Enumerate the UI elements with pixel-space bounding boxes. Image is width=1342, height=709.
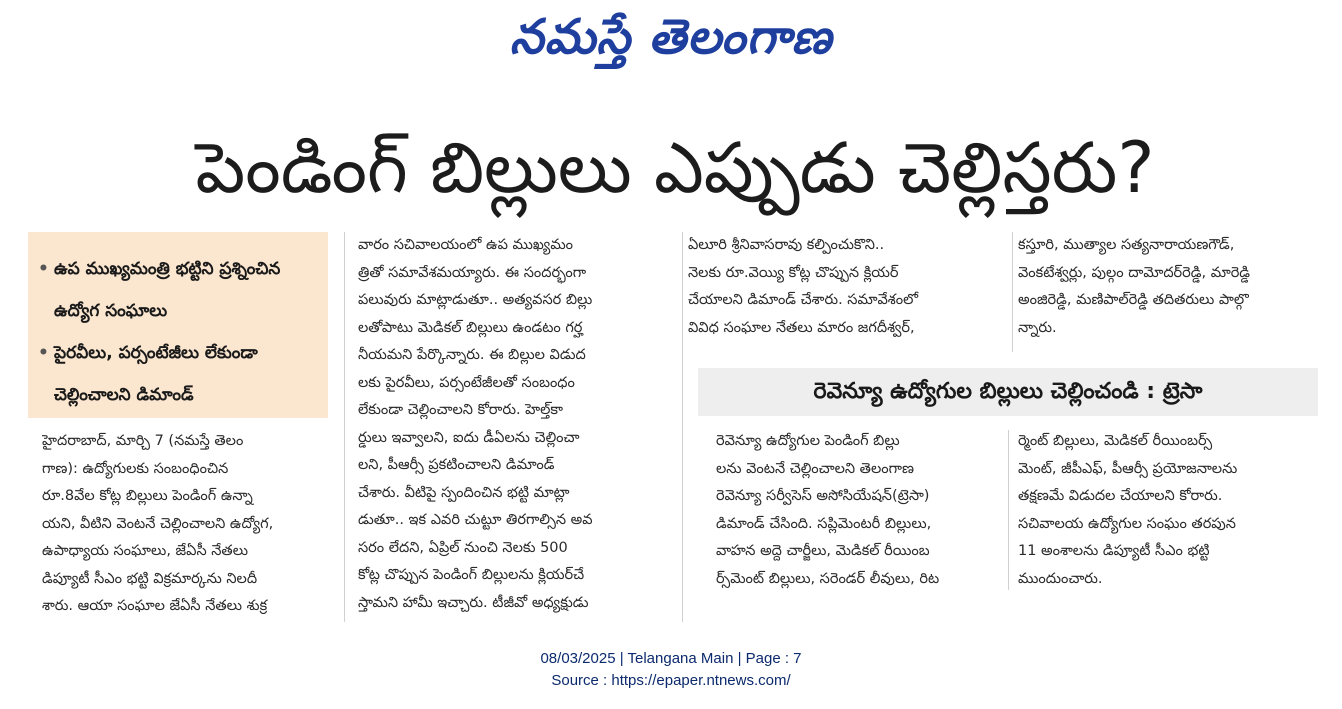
article-column-2 bbox=[358, 232, 674, 617]
text-line: రూ.8వేల కోట్ల బిల్లులు పెండింగ్ ఉన్నా bbox=[42, 488, 253, 504]
text-line: ర్మెంట్ బిల్లులు, మెడికల్ రీయింబర్స్ bbox=[1018, 433, 1213, 449]
text-line: వారం సచివాలయంలో ఉప ముఖ్యమం bbox=[358, 237, 574, 253]
text-line: ఏలూరి శ్రీనివాసరావు కల్పించుకొని.. bbox=[688, 237, 885, 253]
highlights-box bbox=[28, 232, 328, 418]
text-line: ఉపాధ్యాయ సంఘాలు, జేఏసీ నేతలు bbox=[42, 543, 248, 559]
article-column-3 bbox=[688, 232, 1008, 342]
column-divider bbox=[344, 232, 345, 622]
text-line: కస్తూరి, ముత్యాల సత్యనారాయణగౌడ్, bbox=[1018, 237, 1235, 253]
text-line: మెంట్, జీపీఎఫ్, పీఆర్సీ ప్రయోజనాలను bbox=[1018, 460, 1238, 477]
text-line: సచివాలయ ఉద్యోగుల సంఘం తరపున bbox=[1018, 515, 1236, 532]
text-line: స్తామని హామీ ఇచ్చారు. టీజీవో అధ్యక్షుడు bbox=[358, 594, 589, 611]
text-line: వెంకటేశ్వర్లు, పుల్గం దామోదర్‌రెడ్డి, మారెడ్డి bbox=[1018, 264, 1251, 281]
text-line: చేయాలని డిమాండ్ చేశారు. సమావేశంలో bbox=[688, 292, 919, 308]
text-line: డిమాండ్ చేసింది. సప్లిమెంటరీ బిల్లులు, bbox=[716, 515, 932, 532]
sub-article-column-1 bbox=[716, 428, 998, 593]
text-line: హైదరాబాద్, మార్చి 7 (నమస్తే తెలం bbox=[42, 433, 244, 449]
text-line: నీయమని పేర్కొన్నారు. ఈ బిల్లుల విడుద bbox=[358, 347, 586, 363]
text-line: వివిధ సంఘాల నేతలు మారం జగదీశ్వర్, bbox=[688, 319, 915, 336]
sub-article-heading: రెవెన్యూ ఉద్యోగుల బిల్లులు చెల్లించండి : ట్రెసా bbox=[698, 368, 1318, 416]
sub-article-column-2 bbox=[1018, 428, 1314, 593]
column-divider bbox=[682, 232, 683, 622]
article-column-1 bbox=[42, 428, 332, 621]
highlight-text: పైరవీలు, పర్సంటేజీలు లేకుండా చెల్లించాలని డిమాండ్ bbox=[54, 343, 258, 405]
text-line: ర్స్‌మెంట్ బిల్లులు, సరెండర్ లీవులు, రిట bbox=[716, 570, 940, 587]
text-line: లతోపాటు మెడికల్ బిల్లులు ఉండటం గర్హ bbox=[358, 319, 583, 336]
text-line: త్రితో సమావేశమయ్యారు. ఈ సందర్భంగా bbox=[358, 264, 587, 281]
text-line: నెలకు రూ.వెయ్యి కోట్ల చొప్పున క్లియర్ bbox=[688, 264, 899, 281]
column-divider bbox=[1012, 232, 1013, 352]
text-line: డిప్యూటీ సీఎం భట్టి విక్రమార్కను నిలదీ bbox=[42, 570, 258, 587]
text-line: సరం లేదని, ఏప్రిల్ నుంచి నెలకు 500 bbox=[358, 539, 568, 556]
text-line: యని, వీటిని వెంటనే చెల్లించాలని ఉద్యోగ, bbox=[42, 515, 274, 532]
page-footer bbox=[0, 648, 1342, 692]
newspaper-masthead: నమస్తే తెలంగాణ bbox=[509, 9, 833, 65]
text-line: లేకుండా చెల్లించాలని కోరారు. హెల్త్‌కా bbox=[358, 402, 564, 418]
text-line: లకు పైరవీలు, పర్సంటేజీలతో సంబంధం bbox=[358, 374, 575, 391]
text-line: అంజిరెడ్డి, మణిపాల్‌రెడ్డి తదితరులు పాల్గొ bbox=[1018, 292, 1249, 308]
text-line: ముందుంచారు. bbox=[1018, 570, 1103, 587]
article-headline: పెండింగ్ బిల్లులు ఎప్పుడు చెల్లిస్తరు? bbox=[195, 127, 1155, 209]
text-line: రెవెన్యూ సర్వీసెస్ అసోసియేషన్(ట్రెసా) bbox=[716, 488, 930, 504]
text-line: ర్డులు ఇవ్వాలని, ఐదు డీఏలను చెల్లించా bbox=[358, 429, 580, 446]
text-line: న్నారు. bbox=[1018, 319, 1057, 336]
article-column-4 bbox=[1018, 232, 1318, 342]
text-line: గాణ): ఉద్యోగులకు సంబంధించిన bbox=[42, 460, 229, 477]
footer-date-edition: 08/03/2025 | Telangana Main | Page : 7 bbox=[540, 650, 802, 667]
text-line: పలువురు మాట్లాడుతూ.. అత్యవసర బిల్లు bbox=[358, 292, 593, 308]
text-line: చేశారు. వీటిపై స్పందించిన భట్టి మాట్లా bbox=[358, 484, 570, 501]
text-line: శారు. ఆయా సంఘాల జేఏసీ నేతలు శుక్ర bbox=[42, 598, 268, 614]
text-line: కోట్ల చొప్పున పెండింగ్ బిల్లులను క్లియర్‌చే bbox=[358, 567, 585, 583]
text-line: లని, పీఆర్సీ ప్రకటించాలని డిమాండ్ bbox=[358, 457, 555, 473]
text-line: లను వెంటనే చెల్లించాలని తెలంగాణ bbox=[716, 460, 914, 477]
bullet-icon: • bbox=[38, 259, 49, 279]
text-line: తక్షణమే విడుదల చేయాలని కోరారు. bbox=[1018, 488, 1223, 504]
highlight-text: ఉప ముఖ్యమంత్రి భట్టిని ప్రశ్నించిన ఉద్యోగ సంఘాలు bbox=[54, 259, 281, 321]
text-line: డుతూ.. ఇక ఎవరి చుట్టూ తిరగాల్సిన అవ bbox=[358, 512, 593, 528]
highlight-item bbox=[38, 248, 318, 332]
column-divider bbox=[1008, 430, 1009, 590]
footer-source: Source : https://epaper.ntnews.com/ bbox=[551, 672, 791, 689]
text-line: రెవెన్యూ ఉద్యోగుల పెండింగ్ బిల్లు bbox=[716, 433, 900, 449]
text-line: 11 అంశాలను డిప్యూటీ సీఎం భట్టి bbox=[1018, 543, 1210, 559]
bullet-icon: • bbox=[38, 343, 49, 363]
text-line: వాహన అద్దె చార్జీలు, మెడికల్ రీయింబ bbox=[716, 543, 930, 559]
highlight-item bbox=[38, 332, 318, 416]
